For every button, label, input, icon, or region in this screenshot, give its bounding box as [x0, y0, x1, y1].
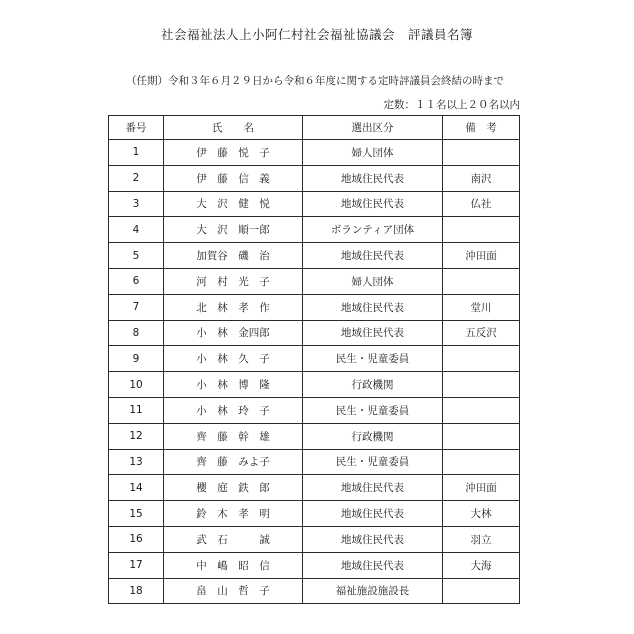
- row-category-cell: 地域住民代表: [303, 526, 443, 552]
- row-notes-cell: 大海: [443, 552, 520, 578]
- councilor-roster-table: [108, 115, 520, 604]
- table-row: [109, 475, 520, 501]
- table-row: [109, 140, 520, 166]
- header-number: 番号: [109, 116, 164, 140]
- row-number-cell: 16: [109, 526, 164, 552]
- row-category-cell: 福祉施設施設長: [303, 578, 443, 604]
- member-quota: 定数：１１名以上２０名以内: [383, 99, 520, 111]
- row-category-cell: 地域住民代表: [303, 165, 443, 191]
- row-name-cell: 齊 藤 幹 雄: [164, 423, 303, 449]
- table-row: [109, 320, 520, 346]
- row-notes-cell: [443, 372, 520, 398]
- row-name-cell: 伊 藤 信 義: [164, 165, 303, 191]
- row-number-cell: 9: [109, 346, 164, 372]
- row-category-cell: 行政機関: [303, 372, 443, 398]
- row-category-cell: 地域住民代表: [303, 294, 443, 320]
- row-name-cell: 小 林 玲 子: [164, 397, 303, 423]
- table-row: [109, 346, 520, 372]
- row-notes-cell: [443, 268, 520, 294]
- term-of-office: （任期）令和３年６月２９日から令和６年度に関する定時評議員会終結の時まで: [126, 75, 504, 87]
- row-category-cell: 地域住民代表: [303, 552, 443, 578]
- table-row: [109, 165, 520, 191]
- row-number-cell: 7: [109, 294, 164, 320]
- document-title: 社会福祉法人上小阿仁村社会福祉協議会 評議員名簿: [160, 27, 473, 42]
- row-name-cell: 齊 藤 みよ子: [164, 449, 303, 475]
- row-name-cell: 小 林 久 子: [164, 346, 303, 372]
- row-notes-cell: [443, 140, 520, 166]
- row-name-cell: 伊 藤 悦 子: [164, 140, 303, 166]
- table-row: [109, 423, 520, 449]
- row-number-cell: 1: [109, 140, 164, 166]
- table-header-row: [109, 116, 520, 140]
- row-number-cell: 13: [109, 449, 164, 475]
- table-row: [109, 372, 520, 398]
- header-notes: 備 考: [443, 116, 520, 140]
- row-category-cell: 婦人団体: [303, 140, 443, 166]
- row-notes-cell: 堂川: [443, 294, 520, 320]
- row-number-cell: 8: [109, 320, 164, 346]
- row-category-cell: 行政機関: [303, 423, 443, 449]
- row-name-cell: 櫻 庭 鉄 郎: [164, 475, 303, 501]
- row-number-cell: 12: [109, 423, 164, 449]
- row-number-cell: 15: [109, 501, 164, 527]
- row-category-cell: 地域住民代表: [303, 243, 443, 269]
- row-notes-cell: [443, 397, 520, 423]
- row-name-cell: 小 林 博 隆: [164, 372, 303, 398]
- row-notes-cell: 沖田面: [443, 243, 520, 269]
- row-notes-cell: 大林: [443, 501, 520, 527]
- row-notes-cell: [443, 423, 520, 449]
- table-row: [109, 243, 520, 269]
- row-notes-cell: 南沢: [443, 165, 520, 191]
- row-notes-cell: 仏社: [443, 191, 520, 217]
- row-number-cell: 3: [109, 191, 164, 217]
- row-name-cell: 河 村 光 子: [164, 268, 303, 294]
- row-name-cell: 鈴 木 孝 明: [164, 501, 303, 527]
- header-name: 氏 名: [164, 116, 303, 140]
- row-name-cell: 大 沢 健 悦: [164, 191, 303, 217]
- table-row: [109, 449, 520, 475]
- row-number-cell: 5: [109, 243, 164, 269]
- table-row: [109, 526, 520, 552]
- header-category: 選出区分: [303, 116, 443, 140]
- row-name-cell: 北 林 孝 作: [164, 294, 303, 320]
- table-row: [109, 217, 520, 243]
- row-number-cell: 11: [109, 397, 164, 423]
- roster-body: [109, 140, 520, 604]
- table-row: [109, 397, 520, 423]
- row-number-cell: 18: [109, 578, 164, 604]
- row-notes-cell: [443, 217, 520, 243]
- row-notes-cell: 五反沢: [443, 320, 520, 346]
- table-row: [109, 552, 520, 578]
- row-name-cell: 武 石 誠: [164, 526, 303, 552]
- row-category-cell: 地域住民代表: [303, 320, 443, 346]
- row-category-cell: ボランティア団体: [303, 217, 443, 243]
- row-notes-cell: 羽立: [443, 526, 520, 552]
- row-category-cell: 民生・児童委員: [303, 397, 443, 423]
- row-number-cell: 6: [109, 268, 164, 294]
- row-number-cell: 10: [109, 372, 164, 398]
- table-row: [109, 501, 520, 527]
- row-notes-cell: [443, 346, 520, 372]
- row-notes-cell: [443, 578, 520, 604]
- row-category-cell: 地域住民代表: [303, 191, 443, 217]
- row-number-cell: 2: [109, 165, 164, 191]
- row-category-cell: 地域住民代表: [303, 501, 443, 527]
- row-category-cell: 婦人団体: [303, 268, 443, 294]
- table-row: [109, 294, 520, 320]
- row-name-cell: 畠 山 哲 子: [164, 578, 303, 604]
- row-name-cell: 加賀谷 磯 治: [164, 243, 303, 269]
- row-name-cell: 小 林 金四郎: [164, 320, 303, 346]
- row-notes-cell: 沖田面: [443, 475, 520, 501]
- row-category-cell: 民生・児童委員: [303, 449, 443, 475]
- row-category-cell: 地域住民代表: [303, 475, 443, 501]
- row-category-cell: 民生・児童委員: [303, 346, 443, 372]
- row-name-cell: 中 嶋 昭 信: [164, 552, 303, 578]
- table-row: [109, 268, 520, 294]
- row-name-cell: 大 沢 順一郎: [164, 217, 303, 243]
- row-number-cell: 17: [109, 552, 164, 578]
- table-row: [109, 578, 520, 604]
- table-row: [109, 191, 520, 217]
- row-notes-cell: [443, 449, 520, 475]
- row-number-cell: 4: [109, 217, 164, 243]
- row-number-cell: 14: [109, 475, 164, 501]
